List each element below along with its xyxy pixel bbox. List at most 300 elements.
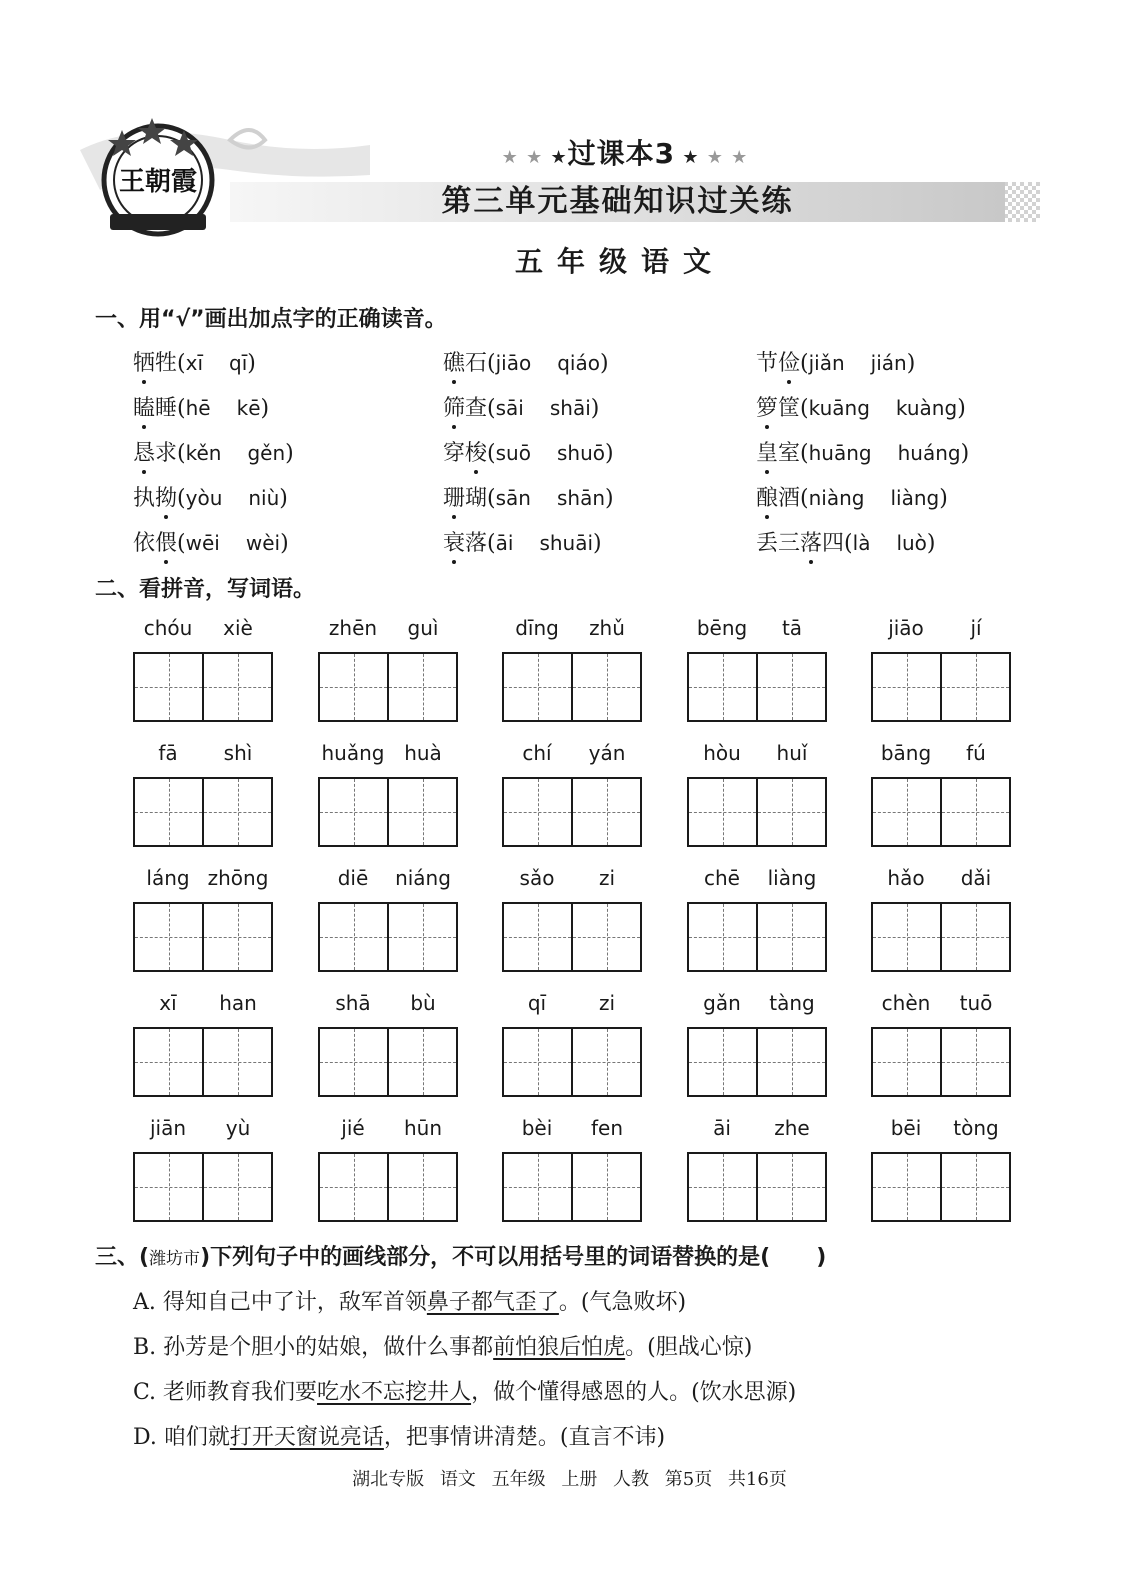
word-suffix: 牲	[155, 351, 178, 376]
page-subtitle: 五年级语文	[514, 245, 725, 278]
pinyin-syllable: hǎo	[887, 866, 925, 890]
tian-grid-box[interactable]	[571, 1029, 640, 1095]
underlined-phrase: 吃水不忘挖井人	[317, 1380, 472, 1405]
option-text-end: 。(气急败坏)	[558, 1290, 687, 1315]
pinyin-option-2[interactable]: wèi	[245, 531, 281, 555]
pinyin-option-2[interactable]: jián	[870, 351, 907, 375]
open-paren: (	[177, 396, 186, 421]
pinyin-syllable: chèn	[881, 991, 931, 1015]
pinyin-syllable: yán	[588, 741, 626, 765]
pinyin-line	[687, 991, 827, 1021]
pinyin-syllable: tā	[781, 616, 803, 640]
page-title: 第三单元基础知识过关练	[441, 184, 794, 219]
word-cell	[687, 1116, 827, 1222]
reading-item[interactable]	[756, 391, 966, 422]
pinyin-line	[502, 741, 642, 771]
pinyin-line	[871, 616, 1011, 646]
tian-grid-box[interactable]	[756, 779, 825, 845]
word-cell	[133, 1116, 273, 1222]
reading-item[interactable]	[133, 436, 294, 467]
word-cell	[502, 616, 642, 722]
close-paren: )	[599, 351, 609, 376]
word-cell	[687, 616, 827, 722]
reading-item[interactable]	[133, 481, 288, 512]
dotted-char: 皇	[756, 436, 778, 467]
pinyin-syllable: jiāo	[888, 616, 924, 640]
tian-grid-box[interactable]	[387, 1029, 456, 1095]
page-footer: 湖北专版 语文 五年级 上册 人教 第5页 共16页	[352, 1469, 787, 1490]
writing-boxes[interactable]	[687, 652, 827, 722]
word-suffix: 筐	[778, 396, 801, 421]
close-paren: )	[593, 531, 602, 556]
pinyin-option-1[interactable]: xī	[185, 351, 204, 375]
word-suffix: 求	[155, 441, 178, 466]
pinyin-option-2[interactable]: shāi	[549, 396, 591, 420]
answer-option[interactable]	[133, 1330, 752, 1361]
pinyin-syllable: bèi	[521, 1116, 553, 1140]
pinyin-syllable: bāng	[880, 741, 932, 765]
q3-prefix: 三、(	[95, 1245, 150, 1270]
pinyin-option-2[interactable]: qī	[229, 351, 248, 375]
open-paren: (	[800, 396, 809, 421]
tian-grid-box[interactable]	[571, 779, 640, 845]
reading-item[interactable]	[133, 391, 269, 422]
pinyin-syllable: chē	[704, 866, 740, 890]
close-paren: )	[960, 441, 970, 466]
writing-boxes[interactable]	[133, 1152, 273, 1222]
pinyin-line	[133, 1116, 273, 1146]
word-prefix: 执	[133, 486, 156, 511]
word-suffix: 睡	[155, 396, 178, 421]
tian-grid-box[interactable]	[571, 904, 640, 970]
tian-grid-box[interactable]	[689, 904, 756, 970]
word-suffix: 瑚	[465, 486, 488, 511]
word-suffix: 四	[822, 531, 845, 556]
word-cell	[318, 866, 458, 972]
tian-grid-box[interactable]	[504, 904, 571, 970]
pinyin-option-2[interactable]: niù	[248, 486, 280, 510]
pinyin-option-1[interactable]: hē	[185, 396, 211, 420]
word-prefix: 依	[133, 531, 156, 556]
writing-boxes[interactable]	[133, 902, 273, 972]
writing-boxes[interactable]	[318, 652, 458, 722]
word-cell	[502, 991, 642, 1097]
pinyin-line	[871, 1116, 1011, 1146]
pinyin-option-1[interactable]: yòu	[185, 486, 223, 510]
tian-grid-box[interactable]	[873, 1029, 940, 1095]
pinyin-syllable: xiè	[223, 616, 253, 640]
tian-grid-box[interactable]	[202, 1154, 271, 1220]
pinyin-syllable: shā	[335, 991, 371, 1015]
reading-item[interactable]	[756, 436, 969, 467]
pinyin-option-1[interactable]: āi	[495, 531, 514, 555]
tian-grid-box[interactable]	[873, 779, 940, 845]
dotted-char: 箩	[756, 391, 778, 422]
pinyin-syllable: sǎo	[519, 866, 555, 890]
dotted-char: 梭	[465, 436, 487, 467]
pinyin-syllable: fen	[590, 1116, 624, 1140]
word-cell	[871, 866, 1011, 972]
tian-grid-box[interactable]	[940, 1154, 1009, 1220]
word-cell	[318, 991, 458, 1097]
tian-grid-box[interactable]	[873, 654, 940, 720]
word-suffix: 酒	[778, 486, 801, 511]
pinyin-syllable: jí	[970, 616, 982, 640]
pinyin-syllable: bù	[410, 991, 436, 1015]
close-paren: )	[906, 351, 916, 376]
tian-grid-box[interactable]	[756, 654, 825, 720]
tian-grid-box[interactable]	[756, 1029, 825, 1095]
dotted-char: 牺	[133, 346, 155, 377]
writing-boxes[interactable]	[871, 1027, 1011, 1097]
writing-boxes[interactable]	[133, 652, 273, 722]
reading-item[interactable]	[756, 346, 915, 377]
dotted-char: 俭	[778, 346, 800, 377]
pinyin-line	[318, 866, 458, 896]
pinyin-line	[318, 991, 458, 1021]
pinyin-syllable: huǎng	[321, 741, 385, 765]
word-prefix: 穿	[443, 441, 466, 466]
writing-boxes[interactable]	[502, 902, 642, 972]
q3-place: 潍坊市	[149, 1249, 201, 1269]
pinyin-syllable: zhēn	[328, 616, 378, 640]
svg-text:王朝霞: 王朝霞	[118, 167, 198, 196]
option-text-end: ，做个懂得感恩的人。(饮水思源)	[471, 1380, 797, 1405]
dotted-char: 酿	[756, 481, 778, 512]
close-paren: )	[604, 441, 614, 466]
pinyin-option-1[interactable]: kuāng	[808, 396, 870, 420]
unit-kicker: ★ ★ ★过课本3 ★ ★ ★	[501, 137, 749, 170]
open-paren: (	[487, 396, 496, 421]
pinyin-syllable: han	[219, 991, 257, 1015]
word-cell	[502, 741, 642, 847]
pinyin-option-1[interactable]: kěn	[185, 441, 222, 465]
pinyin-line	[133, 866, 273, 896]
pinyin-option-2[interactable]: shān	[556, 486, 606, 510]
word-cell	[133, 616, 273, 722]
pinyin-syllable: dīng	[515, 616, 559, 640]
pinyin-line	[502, 991, 642, 1021]
writing-boxes[interactable]	[502, 1152, 642, 1222]
tian-grid-box[interactable]	[571, 1154, 640, 1220]
wangzhaoxia-logo	[98, 118, 218, 238]
reading-item[interactable]	[756, 481, 948, 512]
word-cell	[318, 741, 458, 847]
pinyin-option-1[interactable]: wēi	[185, 531, 220, 555]
option-text: D. 咱们就	[133, 1425, 230, 1450]
reading-item[interactable]	[443, 481, 614, 512]
writing-boxes[interactable]	[687, 1152, 827, 1222]
tian-grid-box[interactable]	[940, 1029, 1009, 1095]
pinyin-syllable: guì	[407, 616, 439, 640]
tian-grid-box[interactable]	[689, 779, 756, 845]
open-paren: (	[177, 531, 186, 556]
word-suffix: 石	[465, 351, 488, 376]
q3-close: )	[816, 1245, 827, 1270]
tian-grid-box[interactable]	[689, 1029, 756, 1095]
pinyin-line	[318, 1116, 458, 1146]
pinyin-syllable: liàng	[767, 866, 817, 890]
pinyin-syllable: zhe	[774, 1116, 810, 1140]
pinyin-line	[871, 741, 1011, 771]
close-paren: )	[280, 531, 289, 556]
underlined-phrase: 打开天窗说亮话	[229, 1425, 384, 1450]
tian-grid-box[interactable]	[135, 1154, 202, 1220]
pinyin-option-2[interactable]: gěn	[247, 441, 286, 465]
pinyin-line	[871, 866, 1011, 896]
tian-grid-box[interactable]	[940, 779, 1009, 845]
dotted-char: 拗	[155, 481, 177, 512]
tian-grid-box[interactable]	[135, 904, 202, 970]
pinyin-syllable: chí	[522, 741, 552, 765]
open-paren: (	[487, 486, 496, 511]
q3-question: )下列句子中的画线部分，不可以用括号里的词语替换的是(	[200, 1245, 771, 1270]
tian-grid-box[interactable]	[135, 654, 202, 720]
tian-grid-box[interactable]	[756, 904, 825, 970]
option-text: A. 得知自己中了计，敌军首领	[133, 1290, 427, 1315]
tian-grid-box[interactable]	[504, 654, 571, 720]
answer-option[interactable]	[133, 1375, 796, 1406]
reading-item[interactable]	[443, 436, 614, 467]
pinyin-option-1[interactable]: niàng	[808, 486, 865, 510]
writing-boxes[interactable]	[502, 1027, 642, 1097]
pinyin-option-1[interactable]: sān	[495, 486, 531, 510]
answer-option[interactable]	[133, 1285, 686, 1316]
tian-grid-box[interactable]	[504, 779, 571, 845]
writing-boxes[interactable]	[687, 1027, 827, 1097]
tian-grid-box[interactable]	[756, 1154, 825, 1220]
word-cell	[133, 866, 273, 972]
close-paren: )	[957, 396, 966, 421]
pinyin-line	[133, 741, 273, 771]
open-paren: (	[487, 531, 496, 556]
tian-grid-box[interactable]	[504, 1029, 571, 1095]
pinyin-option-2[interactable]: liàng	[890, 486, 940, 510]
writing-boxes[interactable]	[871, 777, 1011, 847]
writing-boxes[interactable]	[871, 1152, 1011, 1222]
word-suffix: 查	[465, 396, 488, 421]
pinyin-syllable: shì	[223, 741, 253, 765]
tian-grid-box[interactable]	[202, 779, 271, 845]
tian-grid-box[interactable]	[387, 779, 456, 845]
close-paren: )	[285, 441, 294, 466]
option-text: B. 孙芳是个胆小的姑娘，做什么事都	[133, 1335, 494, 1360]
word-cell	[318, 616, 458, 722]
reading-item[interactable]	[133, 526, 289, 557]
pinyin-syllable: jié	[341, 1116, 365, 1140]
pinyin-syllable: niáng	[395, 866, 451, 890]
writing-boxes[interactable]	[687, 777, 827, 847]
pinyin-syllable: bēi	[890, 1116, 922, 1140]
close-paren: )	[926, 531, 936, 556]
pinyin-option-2[interactable]: luò	[896, 531, 927, 555]
tian-grid-box[interactable]	[940, 654, 1009, 720]
open-paren: (	[487, 441, 496, 466]
word-cell	[133, 991, 273, 1097]
underlined-phrase: 前怕狼后怕虎	[493, 1335, 626, 1360]
pinyin-syllable: hòu	[703, 741, 741, 765]
word-cell	[871, 1116, 1011, 1222]
pinyin-syllable: láng	[146, 866, 190, 890]
open-paren: (	[177, 486, 186, 511]
pinyin-line	[502, 1116, 642, 1146]
tian-grid-box[interactable]	[320, 904, 387, 970]
close-paren: )	[247, 351, 256, 376]
open-paren: (	[487, 351, 496, 376]
writing-boxes[interactable]	[318, 1152, 458, 1222]
pinyin-line	[687, 866, 827, 896]
writing-boxes[interactable]	[318, 777, 458, 847]
pinyin-syllable: tuō	[959, 991, 993, 1015]
tian-grid-box[interactable]	[202, 904, 271, 970]
writing-boxes[interactable]	[687, 902, 827, 972]
close-paren: )	[605, 486, 614, 511]
tian-grid-box[interactable]	[504, 1154, 571, 1220]
writing-boxes[interactable]	[318, 902, 458, 972]
tian-grid-box[interactable]	[320, 654, 387, 720]
word-cell	[871, 991, 1011, 1097]
dotted-char: 衰	[443, 526, 465, 557]
tian-grid-box[interactable]	[571, 654, 640, 720]
pinyin-syllable: chóu	[143, 616, 193, 640]
pinyin-syllable: tòng	[953, 1116, 999, 1140]
open-paren: (	[800, 486, 809, 511]
dotted-char: 落	[800, 526, 822, 557]
close-paren: )	[590, 396, 600, 421]
pinyin-syllable: qī	[527, 991, 547, 1015]
tian-grid-box[interactable]	[320, 1154, 387, 1220]
pinyin-option-2[interactable]: kuàng	[895, 396, 958, 420]
section2-heading: 二、看拼音，写词语。	[95, 577, 316, 602]
pinyin-syllable: diē	[337, 866, 369, 890]
pinyin-option-1[interactable]: sāi	[495, 396, 524, 420]
pinyin-option-2[interactable]: shuō	[556, 441, 605, 465]
pinyin-option-1[interactable]: jiāo	[495, 351, 532, 375]
tian-grid-box[interactable]	[135, 779, 202, 845]
pinyin-syllable: zhǔ	[589, 616, 625, 640]
reading-item[interactable]	[443, 526, 602, 557]
pinyin-syllable: zhōng	[207, 866, 269, 890]
pinyin-line	[318, 616, 458, 646]
reading-item[interactable]	[443, 346, 609, 377]
pinyin-option-2[interactable]: shuāi	[539, 531, 594, 555]
tian-grid-box[interactable]	[387, 904, 456, 970]
pinyin-syllable: fú	[966, 741, 986, 765]
pinyin-syllable: fā	[158, 741, 178, 765]
word-cell	[318, 1116, 458, 1222]
word-suffix: 室	[778, 441, 801, 466]
dotted-char: 偎	[155, 526, 177, 557]
word-cell	[687, 991, 827, 1097]
tian-grid-box[interactable]	[689, 1154, 756, 1220]
reading-item[interactable]	[443, 391, 599, 422]
word-cell	[502, 1116, 642, 1222]
pinyin-line	[687, 616, 827, 646]
pinyin-syllable: dǎi	[960, 866, 992, 890]
dotted-char: 瞌	[133, 391, 155, 422]
pinyin-option-2[interactable]: huáng	[897, 441, 961, 465]
open-paren: (	[177, 441, 186, 466]
pinyin-syllable: āi	[713, 1116, 731, 1140]
option-text: C. 老师教育我们要	[133, 1380, 318, 1405]
open-paren: (	[800, 351, 809, 376]
pinyin-line	[687, 741, 827, 771]
tian-grid-box[interactable]	[940, 904, 1009, 970]
pinyin-line	[133, 616, 273, 646]
tian-grid-box[interactable]	[873, 1154, 940, 1220]
pinyin-option-2[interactable]: kē	[236, 396, 261, 420]
tian-grid-box[interactable]	[320, 779, 387, 845]
dotted-char: 恳	[133, 436, 155, 467]
pinyin-line	[871, 991, 1011, 1021]
word-cell	[133, 741, 273, 847]
writing-boxes[interactable]	[133, 1027, 273, 1097]
pinyin-line	[318, 741, 458, 771]
pinyin-syllable: tàng	[769, 991, 815, 1015]
reading-item[interactable]	[133, 346, 256, 377]
pinyin-syllable: hūn	[403, 1116, 443, 1140]
tian-grid-box[interactable]	[689, 654, 756, 720]
pinyin-option-1[interactable]: là	[852, 531, 871, 555]
pinyin-option-1[interactable]: suō	[495, 441, 531, 465]
tian-grid-box[interactable]	[387, 654, 456, 720]
tian-grid-box[interactable]	[135, 1029, 202, 1095]
open-paren: (	[800, 441, 809, 466]
open-paren: (	[844, 531, 853, 556]
word-cell	[502, 866, 642, 972]
pinyin-syllable: huà	[404, 741, 442, 765]
word-cell	[687, 741, 827, 847]
open-paren: (	[177, 351, 186, 376]
answer-option[interactable]	[133, 1420, 665, 1451]
pinyin-option-1[interactable]: huāng	[808, 441, 872, 465]
writing-boxes[interactable]	[502, 652, 642, 722]
pinyin-line	[502, 866, 642, 896]
tian-grid-box[interactable]	[202, 1029, 271, 1095]
writing-boxes[interactable]	[871, 652, 1011, 722]
pinyin-line	[502, 616, 642, 646]
tian-grid-box[interactable]	[320, 1029, 387, 1095]
writing-boxes[interactable]	[871, 902, 1011, 972]
pinyin-syllable: xī	[159, 991, 177, 1015]
pinyin-option-1[interactable]: jiǎn	[808, 351, 845, 375]
pinyin-line	[133, 991, 273, 1021]
close-paren: )	[260, 396, 270, 421]
close-paren: )	[279, 486, 288, 511]
writing-boxes[interactable]	[133, 777, 273, 847]
word-prefix: 节	[756, 351, 779, 376]
pinyin-syllable: gǎn	[703, 991, 741, 1015]
reading-item[interactable]	[756, 526, 936, 557]
close-paren: )	[939, 486, 948, 511]
pinyin-option-2[interactable]: qiáo	[557, 351, 600, 375]
pinyin-syllable: huǐ	[776, 741, 808, 765]
writing-boxes[interactable]	[318, 1027, 458, 1097]
writing-boxes[interactable]	[502, 777, 642, 847]
pinyin-syllable: yù	[225, 1116, 251, 1140]
option-text-end: 。(胆战心惊)	[625, 1335, 753, 1360]
tian-grid-box[interactable]	[873, 904, 940, 970]
tian-grid-box[interactable]	[202, 654, 271, 720]
tian-grid-box[interactable]	[387, 1154, 456, 1220]
option-text-end: ，把事情讲清楚。(直言不讳)	[383, 1425, 666, 1450]
word-prefix: 丢三	[756, 531, 801, 556]
word-cell	[687, 866, 827, 972]
dotted-char: 珊	[443, 481, 465, 512]
word-suffix: 落	[465, 531, 488, 556]
checker-decoration	[1000, 182, 1040, 222]
underlined-phrase: 鼻子都气歪了	[426, 1290, 559, 1315]
